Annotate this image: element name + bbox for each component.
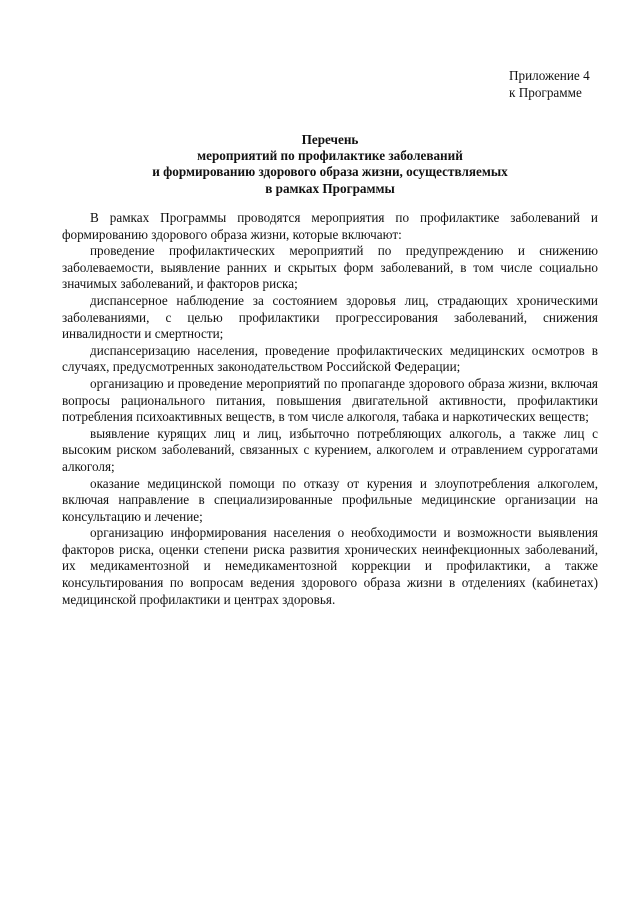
paragraph-item: организацию информирования населения о необходимости и возможности выявления факторов риска, оценки степени риска развития хронических неинфекционных заболеваний, их медикаментозной и немедикаментозной коррекции и профилактики, а также консультирования по вопросам ведения здорового образа жизни в отделениях (кабинетах) медицинской профилактики и центрах здоровья. <box>62 525 598 607</box>
document-body <box>62 210 598 608</box>
title-line-3: и формированию здорового образа жизни, осуществляемых <box>152 164 508 180</box>
title-line-2: мероприятий по профилактике заболеваний <box>197 148 463 164</box>
paragraph-intro: В рамках Программы проводятся мероприятия по профилактике заболеваний и формированию здорового образа жизни, которые включают: <box>62 210 598 242</box>
paragraph-item: диспансеризацию населения, проведение профилактических медицинских осмотров в случаях, предусмотренных законодательством Российской Федерации; <box>62 342 598 375</box>
document-title <box>60 132 600 197</box>
appendix-header <box>509 68 590 101</box>
paragraph-item: выявление курящих лиц и лиц, избыточно потребляющих алкоголь, а также лиц с высоким риском заболеваний, связанных с курением, алкоголем и отравлением суррогатами алкоголя; <box>62 425 598 474</box>
paragraph-item: организацию и проведение мероприятий по пропаганде здорового образа жизни, включая вопросы рационального питания, повышения двигательной активности, профилактики потребления психоактивных веществ, в том числе алкоголя, табака и наркотических веществ; <box>62 375 598 425</box>
paragraph-item: проведение профилактических мероприятий по предупреждению и снижению заболеваемости, выявление ранних и скрытых форм заболеваний, в том числе социально значимых заболеваний, и факторов риска; <box>62 243 598 292</box>
paragraph-item: диспансерное наблюдение за состоянием здоровья лиц, страдающих хроническими заболеваниями, с целью профилактики прогрессирования заболеваний, снижения инвалидности и смертности; <box>62 292 598 342</box>
appendix-number: Приложение 4 <box>509 68 590 83</box>
appendix-reference: к Программе <box>509 84 582 100</box>
title-line-4: в рамках Программы <box>265 180 395 196</box>
title-line-1: Перечень <box>301 132 359 147</box>
paragraph-item: оказание медицинской помощи по отказу от курения и злоупотребления алкоголем, включая направление в специализированные профильные медицинские организации на консультацию и лечение; <box>62 475 598 524</box>
